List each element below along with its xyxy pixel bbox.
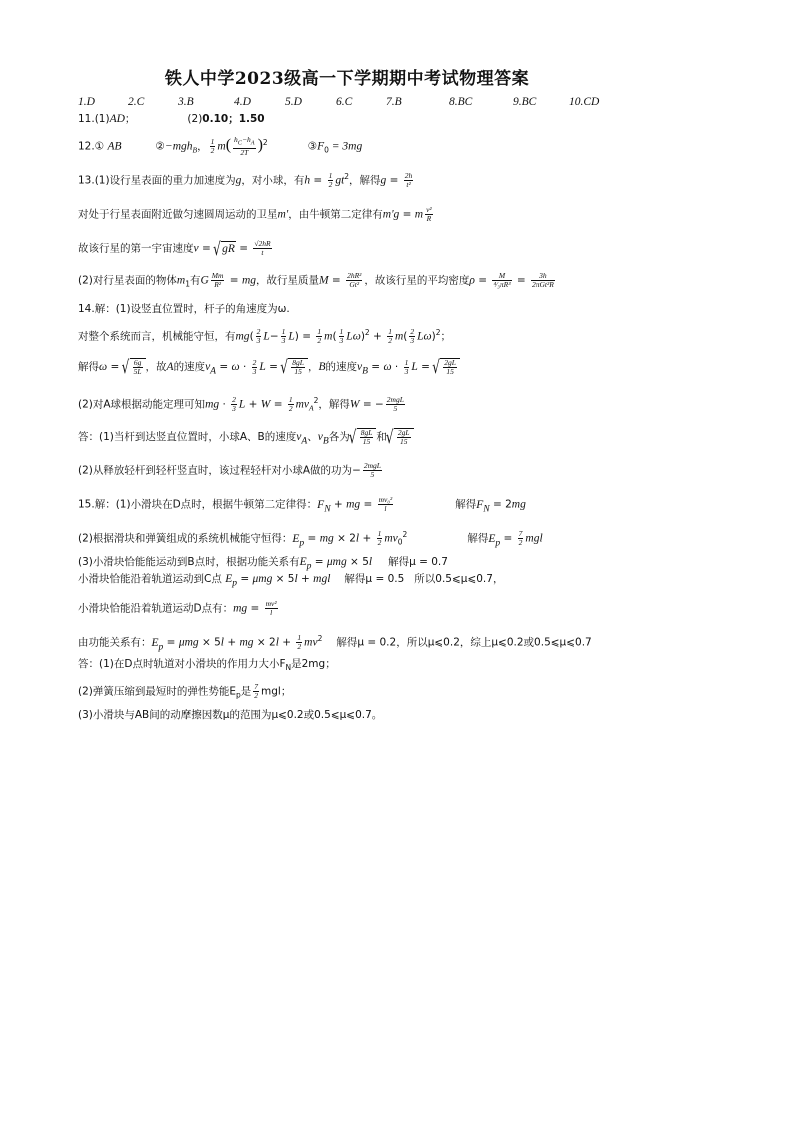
text: 和 xyxy=(376,431,387,443)
q14-line6: (2)从释放轻杆到轻杆竖直时，该过程轻杆对小球A做的功为− $\frac{\text{2mgL}}{5}$ xyxy=(78,461,381,479)
text: ，故行星质量 xyxy=(256,274,319,287)
text: 故该行星的第一宇宙速度 xyxy=(78,242,194,255)
mc-answer: 2.C xyxy=(128,96,145,108)
q15-line5: 小滑块恰能沿着轨道运动D点有：mg = $\frac{\text{mv²}}{l}$ xyxy=(78,599,277,617)
mc-answer: 8.BC xyxy=(449,96,473,108)
mc-answer: 10.CD xyxy=(569,96,600,108)
q15-line4: 小滑块恰能沿着轨道运动到C点 $E_p = \mu mg \times 5l$ + mgl 解得μ = 0.5 所以0.5⩽μ⩽0.7， xyxy=(78,573,504,589)
q12-ans3: F xyxy=(317,140,325,153)
q12-prefix: 12. xyxy=(78,140,95,153)
text: ，解得 xyxy=(349,174,381,187)
q14-line4: (2)对A球根据动能定理可知mg · $\frac{2}{3}$ L + W = $\frac{1}{2}$ $mv_A^2$，解得W = − $\frac{\text{2mgL}}{5}$ xyxy=(78,395,404,413)
mc-answer: 9.BC xyxy=(513,96,537,108)
q14-line1 xyxy=(78,302,290,316)
text: 解得μ = 0.2，所以μ⩽0.2，综上μ⩽0.2或0.5⩽μ⩽0.7 xyxy=(336,636,592,649)
text: 由功能关系有： xyxy=(78,636,152,649)
text: ，由牛顿第二定律有 xyxy=(288,208,383,221)
text: 解得μ = 0.7 xyxy=(388,556,448,568)
text: 解得 xyxy=(455,498,477,511)
q15-line8: (2)弹簧压缩到最短时的弹性势能$E_p$是 $\frac{7}{2}$ mgl； xyxy=(78,682,292,700)
text: ，故 xyxy=(145,361,167,373)
q15-line2: (2)根据滑块和弹簧组成的系统机械能守恒得：$E_p$ = mg × 2l + $\frac{1}{2}$ $mv_0^2$ 解得$E_p$ = $\frac{7}{2}$ mgl xyxy=(78,529,543,548)
text: 的速度 xyxy=(325,361,357,373)
text: (2)从释放轻杆到轻杆竖直时，该过程轻杆对小球A做的功为 xyxy=(78,464,353,477)
text: 解得 xyxy=(78,361,99,373)
q15-line1: 15.解：(1)小滑块在D点时，根据牛顿第二定律得：$F_N$ + mg = $\frac{\text{mv₀²}}{l}$ 解得$F_N = 2mg$ xyxy=(78,495,526,514)
q15-line9 xyxy=(78,708,382,722)
text: ，对小球，有 xyxy=(241,174,305,187)
text: 13.(1)设行星表面的重力加速度为 xyxy=(78,174,236,187)
text: (2)对行星表面的物体 xyxy=(78,274,177,287)
text: (3)小滑块恰能能运动到B点时，根据功能关系有 xyxy=(78,556,300,568)
text: 有 xyxy=(189,274,201,287)
q14-line3: 解得ω = √ $\frac{6g}{5L}$ ，故A的速度$v_A = \omega$ · $\frac{2}{3}$ L = √ $\frac{8gL}{15}$ ，B的速度$v_B = \omega$ · $\frac{1}{3}$ L = √ $\frac{2gL}{15}$ xyxy=(78,358,460,378)
q12-line: 12.① AB ②−mgh$_B$， $\frac{1}{2}$ m( $\frac{h_C-h_A}{2T}$ )$^2$ $③F_0 = 3mg$ xyxy=(78,135,363,157)
mc-answer: 3.B xyxy=(178,96,194,108)
text: 对处于行星表面附近做匀速圆周运动的卫星 xyxy=(78,208,278,221)
text: 答：(1)在D点时轨道对小滑块的作用力大小F xyxy=(78,658,286,670)
q14-line5: 答：(1)当杆到达竖直位置时，小球A、B的速度$v_A$、$v_B$各为 √ $\frac{8gL}{15}$ 和 √ $\frac{2gL}{15}$ xyxy=(78,428,414,448)
text: mgl； xyxy=(261,685,292,698)
q11-prefix: 11.(1) xyxy=(78,113,110,125)
q11-line xyxy=(78,112,265,126)
mc-answer: 5.D xyxy=(285,96,302,108)
text: (2)弹簧压缩到最短时的弹性势能E xyxy=(78,685,237,698)
text: 15.解：(1)小滑块在D点时，根据牛顿第二定律得： xyxy=(78,498,318,511)
q14-line2: 对整个系统而言，机械能守恒，有mg( $\frac{2}{3}$ L− $\frac{1}{3}$ L) = $\frac{1}{2}$ m( $\frac{1}{3}$ Lω)$^2$ + $\frac{1}{2}$ m( $\frac{2}{3}$ Lω)$^2$； xyxy=(78,327,452,345)
text: 所以0.5⩽μ⩽0.7， xyxy=(414,573,504,585)
text: 对整个系统而言，机械能守恒，有 xyxy=(78,330,236,343)
circle-3: ③ xyxy=(307,140,318,153)
text: 的速度 xyxy=(173,361,206,373)
q13-line3: 故该行星的第一宇宙速度v = √ gR = $\frac{√2hR}{t}$ xyxy=(78,240,274,257)
q13-line4: (2)对行星表面的物体$m_1$有G $\frac{Mm}{\text{R²}}$ = mg，故行星质量M = $\frac{\text{2hR²}}{\text{Gt²}}$ ，故该行星的平均密度ρ = $\frac{M}{\text{⁴⁄₃πR³}}$ = $\frac{3h}{\text{2πGt²R}}$ xyxy=(78,271,554,289)
q11-ans2: 0.10；1.50 xyxy=(202,113,265,125)
q11-ans1: AD xyxy=(109,113,125,125)
mc-answer: 1.D xyxy=(78,96,95,108)
q12-ans2: −mgh xyxy=(164,140,193,153)
mc-answer: 4.D xyxy=(234,96,251,108)
text: (2)对A球根据动能定理可知 xyxy=(78,398,206,411)
text: 解得 xyxy=(467,532,489,545)
text: 是 xyxy=(240,685,252,698)
text: (3)小滑块与AB间的动摩擦因数μ的范围为μ⩽0.2或0.5⩽μ⩽0.7。 xyxy=(78,709,383,721)
q12-ans3b: = 3mg xyxy=(328,140,363,153)
text: (2)根据滑块和弹簧组成的系统机械能守恒得： xyxy=(78,532,293,545)
text: 解得μ = 0.5 xyxy=(344,573,405,585)
circle-2: ② xyxy=(155,140,165,153)
mc-answer: 6.C xyxy=(336,96,353,108)
q11-sep: ； xyxy=(124,113,136,125)
text: 各为 xyxy=(328,431,350,443)
q13-line1: 13.(1)设行星表面的重力加速度为g，对小球，有h = $\frac{1}{2}$ $gt^2$，解得g = $\frac{2h}{\text{t²}}$ xyxy=(78,171,413,189)
q11-part2: (2) xyxy=(187,113,203,125)
text: 小滑块恰能沿着轨道运动D点有： xyxy=(78,602,234,615)
text: ，故该行星的平均密度 xyxy=(364,274,470,287)
mc-answer: 7.B xyxy=(386,96,402,108)
q12-ans1: AB xyxy=(107,140,122,153)
q13-line2: 对处于行星表面附近做匀速圆周运动的卫星m'，由牛顿第二定律有m'g = m $\frac{\text{v²}}{R}$ xyxy=(78,205,432,223)
text: 答：(1)当杆到达竖直位置时，小球A、B的速度 xyxy=(78,431,297,443)
circle-1: ① xyxy=(94,140,105,153)
mc-answers-row xyxy=(78,95,599,109)
text: 小滑块恰能沿着轨道运动到C点 xyxy=(78,573,222,585)
page-title: 铁人中学2023级高一下学期期中考试物理答案 xyxy=(164,69,530,89)
text: 是2mg； xyxy=(291,658,336,670)
text: 14.解：(1)设竖直位置时，杆子的角速度为ω. xyxy=(78,303,290,315)
q15-line7: 答：(1)在D点时轨道对小滑块的作用力大小$F_N$是2mg； xyxy=(78,658,336,673)
q15-line3: (3)小滑块恰能能运动到B点时，根据功能关系有$E_p = \mu mg \times 5l$ 解得μ = 0.7 xyxy=(78,556,448,572)
q15-line6: 由功能关系有：$E_p = \mu mg \times 5l$ + mg × 2l + $\frac{1}{2}$ $mv^2$ 解得μ = 0.2，所以μ⩽0.2，综上μ⩽0.2或0.5⩽μ⩽0.7 xyxy=(78,633,592,652)
text: ，解得 xyxy=(318,398,350,411)
